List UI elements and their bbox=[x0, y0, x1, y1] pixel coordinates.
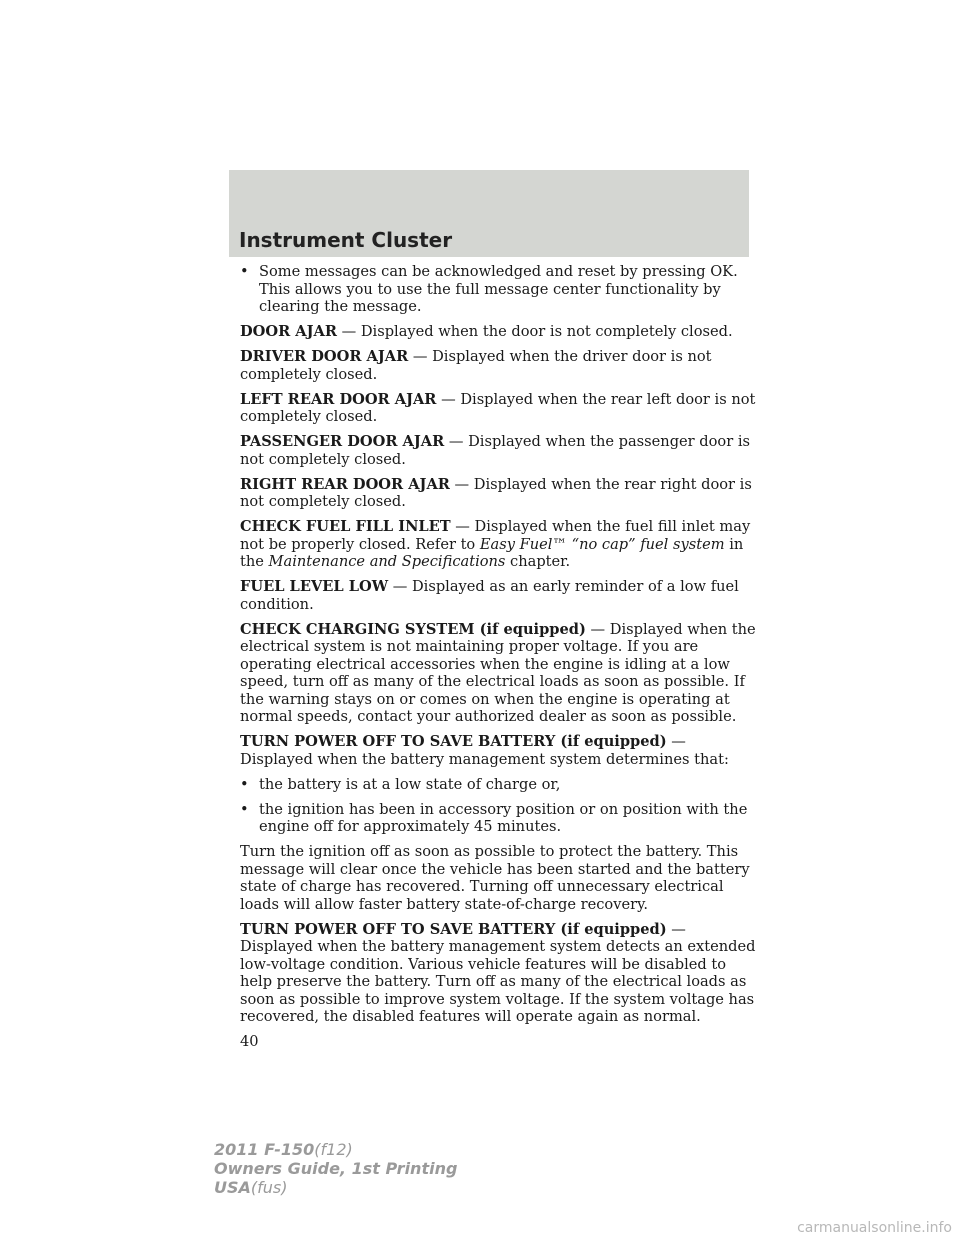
entry-text: chapter. bbox=[505, 553, 571, 570]
page-number: 40 bbox=[240, 1033, 259, 1050]
bullet-text: Some messages can be acknowledged and reset by pressing OK. This allows you to use the full message center functionality by clearing the message. bbox=[259, 263, 738, 315]
entry-fuel-level-low bbox=[240, 578, 760, 613]
footer-line-model bbox=[214, 1140, 457, 1159]
entry-check-charging-system bbox=[240, 621, 760, 726]
bullet-item bbox=[240, 801, 760, 836]
entry-text: — Displayed when the electrical system is not maintaining proper voltage. If you are operating electrical accessories when the engine is idling at a low speed, turn off as many of the electrical loads as soon as possible. If the warning stays on or comes on when the engine is operating at normal speeds, contact your authorized dealer as soon as possible. bbox=[240, 620, 756, 725]
entry-text: — Displayed when the passenger door is not completely closed. bbox=[240, 433, 750, 468]
bullet-icon: • bbox=[240, 775, 249, 793]
entry-text: — Displayed when the door is not completely closed. bbox=[336, 323, 733, 340]
entry-term: CHECK CHARGING SYSTEM (if equipped) bbox=[240, 620, 586, 638]
entry-term: PASSENGER DOOR AJAR bbox=[240, 433, 445, 450]
entry-term: CHECK FUEL FILL INLET bbox=[240, 518, 451, 535]
print-footer bbox=[214, 1140, 457, 1197]
bullet-text: the ignition has been in accessory position or on position with the engine off for approximately 45 minutes. bbox=[259, 800, 748, 835]
footer-line-market bbox=[214, 1178, 457, 1197]
entry-text: — Displayed when the fuel fill inlet may not be properly closed. Refer to bbox=[240, 518, 751, 553]
entry-term: DOOR AJAR bbox=[240, 323, 337, 340]
entry-text: — Displayed when the battery management system determines that: bbox=[240, 733, 729, 768]
entry-text: in the bbox=[240, 535, 744, 570]
entry-text: — Displayed when the battery management system detects an extended low-voltage condition. Various vehicle features will be disabled to help preserve the battery. Turn off as many of the electrical loads as soon as possible to improve system voltage. If the system voltage has recovered, the disabled features will operate again as normal. bbox=[240, 920, 756, 1025]
bullet-icon: • bbox=[240, 800, 249, 818]
bullet-icon: • bbox=[240, 263, 249, 280]
entry-door-ajar bbox=[240, 323, 760, 341]
watermark: carmanualsonline.info bbox=[797, 1220, 952, 1236]
section-title: Instrument Cluster bbox=[239, 228, 453, 252]
entry-passenger-door-ajar bbox=[240, 433, 760, 468]
page-content bbox=[240, 263, 760, 1051]
entry-term: DRIVER DOOR AJAR bbox=[240, 348, 409, 365]
bullet-item bbox=[240, 776, 760, 794]
footer-market-code: (fus) bbox=[250, 1178, 288, 1197]
entry-text: — Displayed when the driver door is not completely closed. bbox=[240, 348, 712, 383]
footer-line-edition: Owners Guide, 1st Printing bbox=[214, 1159, 458, 1178]
entry-term: LEFT REAR DOOR AJAR bbox=[240, 390, 437, 408]
footer-model: 2011 F-150 bbox=[214, 1140, 315, 1159]
entry-turn-power-off-determines bbox=[240, 733, 760, 768]
cross-reference: Easy Fuel™ “no cap” fuel system bbox=[479, 535, 725, 553]
entry-term: TURN POWER OFF TO SAVE BATTERY (if equipped) bbox=[240, 920, 667, 938]
entry-right-rear-door-ajar bbox=[240, 476, 760, 511]
footer-market: USA bbox=[214, 1178, 251, 1197]
entry-driver-door-ajar bbox=[240, 348, 760, 383]
bullet-text: the battery is at a low state of charge or, bbox=[259, 775, 561, 793]
entry-text: — Displayed when the rear left door is not completely closed. bbox=[240, 390, 756, 425]
entry-term: FUEL LEVEL LOW bbox=[240, 578, 389, 595]
entry-text: — Displayed when the rear right door is not completely closed. bbox=[240, 475, 752, 510]
entry-term: RIGHT REAR DOOR AJAR bbox=[240, 475, 450, 493]
footer-model-code: (f12) bbox=[314, 1140, 353, 1159]
entry-left-rear-door-ajar bbox=[240, 391, 760, 426]
entry-check-fuel-fill-inlet bbox=[240, 518, 760, 571]
entry-term: TURN POWER OFF TO SAVE BATTERY (if equipped) bbox=[240, 733, 667, 750]
entry-turn-power-off-detects bbox=[240, 921, 760, 1026]
paragraph-turn-ignition-off: Turn the ignition off as soon as possible to protect the battery. This message will clear once the vehicle has been started and the battery state of charge has recovered. Turning off unnecessary electrical loads will allow faster battery state-of-charge recovery. bbox=[240, 843, 750, 913]
entry-text: — Displayed as an early reminder of a low fuel condition. bbox=[240, 578, 739, 613]
bullet-item bbox=[240, 263, 760, 316]
cross-reference: Maintenance and Specifications bbox=[268, 553, 506, 570]
